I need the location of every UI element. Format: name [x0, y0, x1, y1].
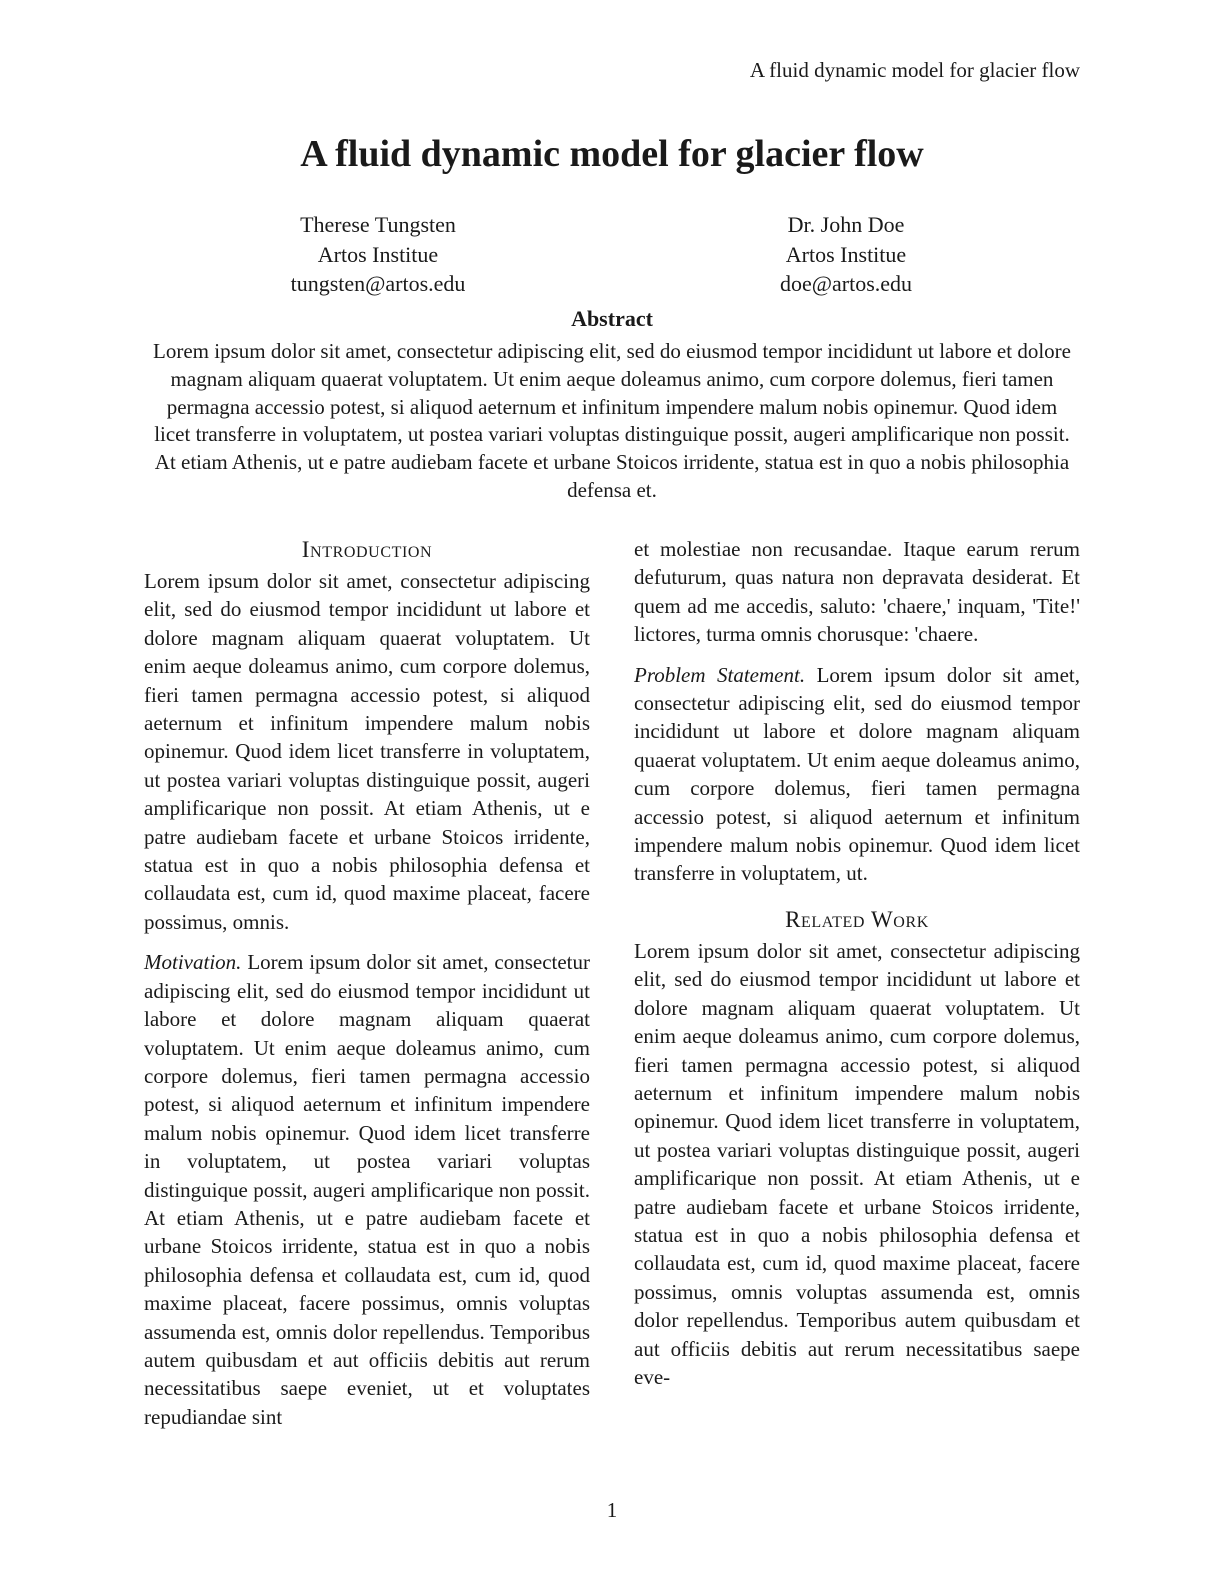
motivation-runin-label: Motivation.: [144, 950, 242, 975]
motivation-paragraph-text: Lorem ipsum dolor sit amet, consectetur adipiscing elit, sed do eiusmod tempor incididunt ut labore et dolore magnam aliquam quaerat voluptatem. Ut enim aeque doleamus animo, cum corpore dolemus, fieri tamen permagna accessio potest, si aliquod aeternum et infinitum impendere malum nobis opinemur. Quod idem licet transferre in voluptatem, ut postea variari voluptas distinguique possit, augeri amplificarique non possit. At etiam Athenis, ut e patre audiebam facete et urbane Stoicos irridente, statua est in quo a nobis philosophia defensa et collaudata est, cum id, quod maxime placeat, facere possimus, omnis voluptas assumenda est, omnis dolor repellendus. Temporibus autem quibusdam et aut officiis debitis aut rerum necessitatibus saepe eveniet, ut et voluptates repudiandae sint: [144, 950, 590, 1429]
author-affiliation: Artos Institue: [785, 241, 907, 267]
abstract-heading: Abstract: [571, 306, 653, 331]
running-header: A fluid dynamic model for glacier flow: [749, 58, 1080, 82]
author-name: Dr. John Doe: [787, 212, 905, 237]
related-work-paragraph: Lorem ipsum dolor sit amet, consectetur adipiscing elit, sed do eiusmod tempor incididunt ut labore et dolore magnam aliquam quaerat voluptatem. Ut enim aeque doleamus animo, cum corpore dolemus, fieri tamen permagna accessio potest, si aliquod aeternum et infinitum impendere malum nobis opinemur. Quod idem licet transferre in voluptatem, ut postea variari voluptas distinguique possit, augeri amplificarique non possit. At etiam Athenis, ut e patre audiebam facete et urbane Stoicos irridente, statua est in quo a nobis philosophia defensa et collaudata est, cum id, quod maxime placeat, facere possimus, omnis voluptas assumenda est, omnis dolor repellendus. Temporibus autem quibusdam et aut officiis debitis aut rerum necessitatibus saepe eve-: [634, 938, 1080, 1389]
paper-title: A fluid dynamic model for glacier flow: [300, 133, 924, 175]
authors-row: [144, 210, 1080, 299]
author-name: Therese Tungsten: [300, 212, 456, 237]
continuation-paragraph: et molestiae non recusandae. Itaque earum rerum defuturum, quas natura non depravata desiderat. Et quem ad me accedis, saluto: 'chaere,' inquam, 'Tite!' lictores, turma omnis chorusque: 'chaere.: [634, 537, 1080, 647]
motivation-paragraph: [144, 948, 590, 1431]
author-affiliation: Artos Institue: [317, 241, 439, 267]
section-heading-related-work: Related Work: [785, 906, 929, 932]
page-number: 1: [606, 1498, 618, 1522]
author-email: doe@artos.edu: [779, 271, 913, 296]
right-column: [634, 535, 1080, 1431]
introduction-paragraph: Lorem ipsum dolor sit amet, consectetur adipiscing elit, sed do eiusmod tempor incididunt ut labore et dolore magnam aliquam quaerat voluptatem. Ut enim aeque doleamus animo, cum corpore dolemus, fieri tamen permagna accessio potest, si aliquod aeternum et infinitum impendere malum nobis opinemur. Quod idem licet transferre in voluptatem, ut postea variari voluptas distinguique possit, augeri amplificarique non possit. At etiam Athenis, ut e patre audiebam facete et urbane Stoicos irridente, statua est in quo a nobis philosophia defensa et collaudata est, cum id, quod maxime placeat, facere possimus, omnis.: [144, 569, 590, 934]
abstract-text: Lorem ipsum dolor sit amet, consectetur adipiscing elit, sed do eiusmod tempor incididunt ut labore et dolore magnam aliquam quaerat voluptatem. Ut enim aeque doleamus animo, cum corpore dolemus, fieri tamen permagna accessio potest, si aliquod aeternum et infinitum impendere malum nobis opinemur. Quod idem licet transferre in voluptatem, ut postea variari voluptas distinguique possit, augeri amplificarique non possit. At etiam Athenis, ut e patre audiebam facete et urbane Stoicos irridente, statua est in quo a nobis philosophia defensa et.: [153, 339, 1071, 502]
author-block-2: [612, 210, 1080, 299]
author-block-1: [144, 210, 612, 299]
two-column-body: [144, 535, 1080, 1431]
section-heading-introduction: Introduction: [301, 537, 433, 562]
problem-statement-paragraph-text: Lorem ipsum dolor sit amet, consectetur adipiscing elit, sed do eiusmod tempor incididunt ut labore et dolore magnam aliquam quaerat voluptatem. Ut enim aeque doleamus animo, cum corpore dolemus, fieri tamen permagna accessio potest, si aliquod aeternum et infinitum impendere malum nobis opinemur. Quod idem licet transferre in voluptatem, ut.: [634, 662, 1081, 886]
problem-statement-runin-label: Problem Statement.: [634, 662, 806, 687]
left-column: [144, 535, 590, 1431]
author-email: tungsten@artos.edu: [290, 271, 466, 296]
problem-statement-paragraph: [634, 661, 1080, 888]
